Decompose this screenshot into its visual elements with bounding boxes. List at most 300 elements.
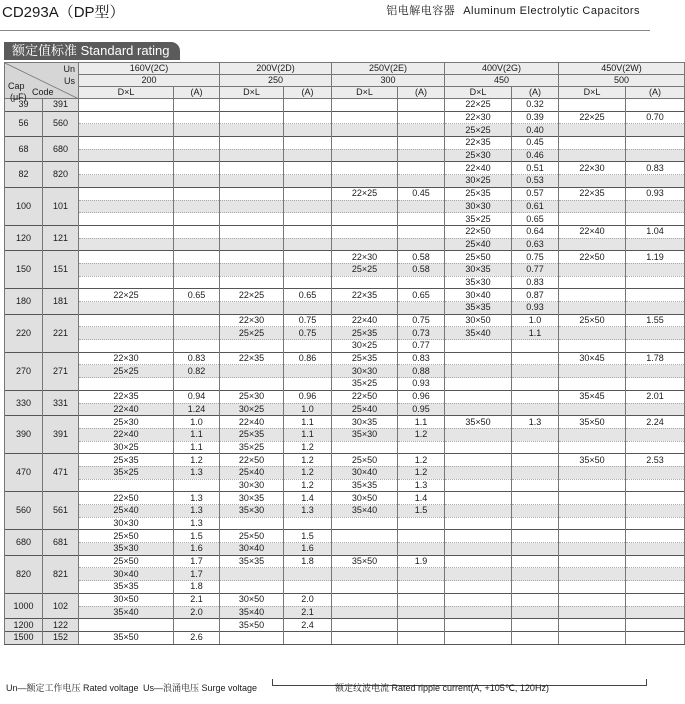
size-cell — [332, 175, 398, 188]
size-cell: 30×40 — [332, 466, 398, 479]
size-cell — [445, 530, 512, 543]
current-cell — [626, 479, 685, 492]
header-un-250: 250V(2E) — [332, 63, 445, 75]
current-cell — [626, 568, 685, 581]
size-cell — [445, 365, 512, 378]
current-cell — [626, 302, 685, 315]
size-cell — [445, 606, 512, 619]
size-cell: 22×30 — [79, 352, 174, 365]
size-cell — [332, 543, 398, 556]
size-cell — [445, 378, 512, 391]
table-row — [5, 454, 685, 467]
current-cell: 1.7 — [174, 555, 220, 568]
current-cell — [284, 263, 332, 276]
size-cell: 22×25 — [445, 99, 512, 112]
size-cell — [79, 251, 174, 264]
current-cell — [174, 314, 220, 327]
cap-cell: 100 — [5, 187, 43, 225]
current-cell: 1.4 — [284, 492, 332, 505]
size-cell: 25×50 — [332, 454, 398, 467]
code-cell: 122 — [43, 619, 79, 632]
current-cell — [174, 619, 220, 632]
current-cell: 1.5 — [284, 530, 332, 543]
code-cell: 680 — [43, 137, 79, 162]
size-cell — [220, 149, 284, 162]
size-cell — [220, 175, 284, 188]
current-cell: 0.88 — [398, 365, 445, 378]
current-cell: 0.57 — [512, 187, 559, 200]
size-cell — [220, 162, 284, 175]
size-cell — [559, 327, 626, 340]
header-us-200: 200 — [79, 75, 220, 87]
current-cell — [284, 137, 332, 150]
size-cell: 30×25 — [79, 441, 174, 454]
current-cell — [174, 124, 220, 137]
current-cell: 1.24 — [174, 403, 220, 416]
size-cell — [559, 466, 626, 479]
size-cell: 35×25 — [220, 441, 284, 454]
current-cell: 0.73 — [398, 327, 445, 340]
size-cell — [445, 403, 512, 416]
size-cell — [559, 365, 626, 378]
current-cell — [626, 276, 685, 289]
size-cell — [445, 441, 512, 454]
table-row — [5, 263, 685, 276]
current-cell — [284, 175, 332, 188]
current-cell — [398, 225, 445, 238]
current-cell — [512, 378, 559, 391]
size-cell: 35×25 — [332, 378, 398, 391]
current-cell — [174, 340, 220, 353]
current-cell: 0.96 — [398, 390, 445, 403]
current-cell: 0.45 — [512, 137, 559, 150]
size-cell: 22×40 — [79, 403, 174, 416]
current-cell — [398, 137, 445, 150]
current-cell — [626, 340, 685, 353]
size-cell — [559, 568, 626, 581]
current-cell — [626, 593, 685, 606]
size-cell — [220, 238, 284, 251]
size-cell: 35×40 — [445, 327, 512, 340]
cap-cell: 82 — [5, 162, 43, 187]
current-cell — [174, 238, 220, 251]
current-cell — [284, 568, 332, 581]
size-cell — [79, 619, 174, 632]
size-cell: 25×50 — [445, 251, 512, 264]
size-cell: 22×30 — [220, 314, 284, 327]
current-cell: 0.46 — [512, 149, 559, 162]
current-cell — [284, 162, 332, 175]
current-cell — [626, 327, 685, 340]
size-cell: 30×50 — [220, 593, 284, 606]
size-cell: 25×30 — [79, 416, 174, 429]
size-cell: 35×45 — [559, 390, 626, 403]
current-cell — [398, 631, 445, 644]
current-cell — [512, 543, 559, 556]
current-cell: 0.32 — [512, 99, 559, 112]
header-current: (A) — [174, 87, 220, 99]
size-cell — [559, 213, 626, 226]
header-us-250: 250 — [220, 75, 332, 87]
current-cell: 1.8 — [284, 555, 332, 568]
current-cell: 0.75 — [398, 314, 445, 327]
size-cell: 22×25 — [79, 289, 174, 302]
table-row — [5, 428, 685, 441]
title-english: Aluminum Electrolytic Capacitors — [463, 5, 640, 17]
current-cell — [626, 543, 685, 556]
table-row — [5, 441, 685, 454]
cap-cell: 150 — [5, 251, 43, 289]
current-cell: 1.55 — [626, 314, 685, 327]
size-cell: 35×25 — [79, 466, 174, 479]
header-un-450: 450V(2W) — [559, 63, 685, 75]
current-cell — [174, 137, 220, 150]
size-cell — [220, 276, 284, 289]
current-cell — [626, 365, 685, 378]
current-cell — [512, 555, 559, 568]
current-cell: 2.1 — [174, 593, 220, 606]
size-cell: 25×25 — [79, 365, 174, 378]
current-cell — [284, 213, 332, 226]
current-cell: 1.3 — [284, 505, 332, 518]
current-cell — [626, 137, 685, 150]
size-cell — [79, 137, 174, 150]
corner-unit-label: (μF) — [10, 92, 27, 102]
current-cell — [174, 149, 220, 162]
size-cell — [559, 479, 626, 492]
size-cell — [559, 378, 626, 391]
code-cell: 560 — [43, 111, 79, 136]
size-cell — [79, 111, 174, 124]
current-cell: 0.83 — [626, 162, 685, 175]
size-cell: 22×35 — [332, 289, 398, 302]
current-cell — [512, 365, 559, 378]
size-cell: 35×30 — [220, 505, 284, 518]
size-cell: 30×30 — [220, 479, 284, 492]
size-cell: 25×25 — [445, 124, 512, 137]
size-cell — [445, 479, 512, 492]
current-cell: 0.83 — [398, 352, 445, 365]
title-chinese: 铝电解电容器 — [386, 5, 456, 17]
current-cell — [174, 479, 220, 492]
current-cell: 2.53 — [626, 454, 685, 467]
header-un-200: 200V(2D) — [220, 63, 332, 75]
size-cell — [445, 568, 512, 581]
current-cell: 1.0 — [512, 314, 559, 327]
size-cell: 22×35 — [79, 390, 174, 403]
cap-cell: 820 — [5, 555, 43, 593]
size-cell — [79, 200, 174, 213]
size-cell: 25×50 — [79, 530, 174, 543]
current-cell: 2.01 — [626, 390, 685, 403]
size-cell: 35×50 — [445, 416, 512, 429]
size-cell — [79, 162, 174, 175]
rating-table-body — [5, 99, 685, 645]
size-cell — [332, 162, 398, 175]
current-cell — [398, 149, 445, 162]
current-cell — [398, 441, 445, 454]
size-cell — [220, 263, 284, 276]
current-cell: 1.19 — [626, 251, 685, 264]
size-cell — [332, 99, 398, 112]
header-us-500: 500 — [559, 75, 685, 87]
corner-cap-label: Cap — [8, 81, 25, 91]
header-un-160: 160V(2C) — [79, 63, 220, 75]
cap-cell: 680 — [5, 530, 43, 555]
current-cell — [284, 111, 332, 124]
code-cell: 151 — [43, 251, 79, 289]
size-cell — [332, 517, 398, 530]
current-cell — [174, 263, 220, 276]
cap-cell: 39 — [5, 99, 43, 112]
size-cell — [79, 479, 174, 492]
size-cell — [220, 124, 284, 137]
current-cell — [626, 289, 685, 302]
size-cell — [332, 619, 398, 632]
size-cell: 30×25 — [445, 175, 512, 188]
rated-voltage-note: Un—额定工作电压 Rated voltage — [6, 683, 139, 693]
size-cell — [559, 124, 626, 137]
code-cell: 221 — [43, 314, 79, 352]
table-row — [5, 162, 685, 175]
current-cell: 0.65 — [512, 213, 559, 226]
current-cell — [284, 149, 332, 162]
size-cell — [445, 555, 512, 568]
size-cell: 25×35 — [79, 454, 174, 467]
size-cell: 22×40 — [79, 428, 174, 441]
cap-cell: 270 — [5, 352, 43, 390]
header-us-450: 450 — [445, 75, 559, 87]
table-row — [5, 606, 685, 619]
current-cell: 1.3 — [512, 416, 559, 429]
current-cell: 1.2 — [398, 454, 445, 467]
current-cell: 0.39 — [512, 111, 559, 124]
current-cell — [398, 124, 445, 137]
current-cell — [626, 428, 685, 441]
table-row — [5, 111, 685, 124]
current-cell: 2.24 — [626, 416, 685, 429]
size-cell: 35×50 — [220, 619, 284, 632]
cap-cell: 180 — [5, 289, 43, 314]
current-cell — [512, 530, 559, 543]
current-cell: 0.94 — [174, 390, 220, 403]
size-cell — [332, 631, 398, 644]
size-cell — [559, 302, 626, 315]
page-header — [0, 0, 650, 22]
code-cell: 331 — [43, 390, 79, 415]
size-cell — [445, 543, 512, 556]
current-cell — [174, 111, 220, 124]
current-cell: 1.1 — [284, 428, 332, 441]
table-row — [5, 213, 685, 226]
size-cell: 35×35 — [445, 302, 512, 315]
size-cell: 22×25 — [220, 289, 284, 302]
current-cell: 0.82 — [174, 365, 220, 378]
surge-voltage-note: Us—浪涌电压 Surge voltage — [143, 683, 258, 693]
current-cell — [174, 162, 220, 175]
current-cell — [626, 213, 685, 226]
size-cell: 30×40 — [220, 543, 284, 556]
current-cell: 0.64 — [512, 225, 559, 238]
current-cell — [626, 263, 685, 276]
current-cell — [626, 619, 685, 632]
size-cell — [220, 365, 284, 378]
size-cell — [79, 327, 174, 340]
current-cell: 2.0 — [284, 593, 332, 606]
header-dxl: D×L — [220, 87, 284, 99]
current-cell: 0.75 — [284, 314, 332, 327]
size-cell: 35×50 — [79, 631, 174, 644]
current-cell: 1.3 — [174, 517, 220, 530]
size-cell: 35×35 — [220, 555, 284, 568]
table-row — [5, 276, 685, 289]
series-title: CD293A（DP型） — [2, 4, 125, 21]
table-row — [5, 543, 685, 556]
current-cell: 0.63 — [512, 238, 559, 251]
size-cell — [332, 137, 398, 150]
size-cell: 30×50 — [79, 593, 174, 606]
current-cell: 1.5 — [174, 530, 220, 543]
size-cell: 25×30 — [220, 390, 284, 403]
current-cell — [512, 619, 559, 632]
current-cell — [512, 466, 559, 479]
current-cell — [512, 403, 559, 416]
current-cell — [512, 631, 559, 644]
current-cell — [284, 99, 332, 112]
size-cell — [559, 441, 626, 454]
current-cell: 0.93 — [626, 187, 685, 200]
table-row — [5, 187, 685, 200]
header-corner — [5, 63, 79, 102]
table-row — [5, 137, 685, 150]
current-cell — [626, 505, 685, 518]
size-cell — [332, 441, 398, 454]
size-cell — [332, 200, 398, 213]
table-row — [5, 619, 685, 632]
current-cell — [512, 568, 559, 581]
current-cell — [512, 352, 559, 365]
table-row — [5, 225, 685, 238]
size-cell — [220, 225, 284, 238]
code-cell: 561 — [43, 492, 79, 530]
size-cell: 35×35 — [332, 479, 398, 492]
size-cell — [559, 99, 626, 112]
current-cell: 0.58 — [398, 263, 445, 276]
code-cell: 271 — [43, 352, 79, 390]
size-cell: 35×50 — [332, 555, 398, 568]
header-us-300: 300 — [332, 75, 445, 87]
size-cell: 22×25 — [332, 187, 398, 200]
current-cell — [174, 225, 220, 238]
current-cell: 1.2 — [174, 454, 220, 467]
size-cell: 25×35 — [332, 327, 398, 340]
header-divider — [0, 30, 650, 31]
current-cell: 1.1 — [512, 327, 559, 340]
header-dxl: D×L — [445, 87, 512, 99]
size-cell — [445, 352, 512, 365]
size-cell — [79, 213, 174, 226]
size-cell — [220, 568, 284, 581]
current-cell — [398, 619, 445, 632]
cap-cell: 560 — [5, 492, 43, 530]
size-cell — [332, 530, 398, 543]
cap-cell: 220 — [5, 314, 43, 352]
cap-cell: 56 — [5, 111, 43, 136]
size-cell — [445, 454, 512, 467]
size-cell — [445, 517, 512, 530]
size-cell: 30×35 — [332, 416, 398, 429]
current-cell — [512, 390, 559, 403]
size-cell — [445, 492, 512, 505]
size-cell: 22×40 — [220, 416, 284, 429]
current-cell: 0.45 — [398, 187, 445, 200]
size-cell — [79, 175, 174, 188]
current-cell — [174, 99, 220, 112]
current-cell: 0.70 — [626, 111, 685, 124]
size-cell: 35×40 — [332, 505, 398, 518]
size-cell — [220, 200, 284, 213]
current-cell: 0.83 — [174, 352, 220, 365]
current-cell — [626, 99, 685, 112]
current-cell: 1.7 — [174, 568, 220, 581]
size-cell — [559, 631, 626, 644]
size-cell — [445, 593, 512, 606]
size-cell: 30×40 — [445, 289, 512, 302]
size-cell: 22×40 — [559, 225, 626, 238]
current-cell: 1.3 — [174, 492, 220, 505]
current-cell — [398, 276, 445, 289]
current-cell — [626, 403, 685, 416]
size-cell: 35×50 — [559, 416, 626, 429]
current-cell — [626, 581, 685, 594]
size-cell: 30×35 — [220, 492, 284, 505]
current-cell: 2.4 — [284, 619, 332, 632]
size-cell — [559, 200, 626, 213]
size-cell — [445, 340, 512, 353]
current-cell — [398, 517, 445, 530]
size-cell — [332, 111, 398, 124]
size-cell — [332, 593, 398, 606]
size-cell — [559, 137, 626, 150]
current-cell — [512, 593, 559, 606]
current-cell — [398, 543, 445, 556]
ripple-current-note: 额定纹波电流 Rated ripple current(A, +105℃, 120Hz) — [335, 683, 549, 693]
size-cell — [559, 149, 626, 162]
size-cell: 30×30 — [332, 365, 398, 378]
size-cell: 35×40 — [79, 606, 174, 619]
size-cell — [332, 124, 398, 137]
current-cell: 1.2 — [284, 454, 332, 467]
cap-cell: 390 — [5, 416, 43, 454]
current-cell — [398, 99, 445, 112]
table-row — [5, 479, 685, 492]
table-row — [5, 403, 685, 416]
size-cell — [332, 149, 398, 162]
size-cell: 25×30 — [445, 149, 512, 162]
size-cell — [559, 581, 626, 594]
size-cell: 25×25 — [332, 263, 398, 276]
cap-cell: 470 — [5, 454, 43, 492]
current-cell — [174, 175, 220, 188]
size-cell: 25×40 — [79, 505, 174, 518]
size-cell — [332, 606, 398, 619]
current-cell: 1.3 — [174, 505, 220, 518]
current-cell — [284, 378, 332, 391]
size-cell: 25×50 — [79, 555, 174, 568]
size-cell — [445, 466, 512, 479]
size-cell: 25×40 — [445, 238, 512, 251]
current-cell — [398, 162, 445, 175]
